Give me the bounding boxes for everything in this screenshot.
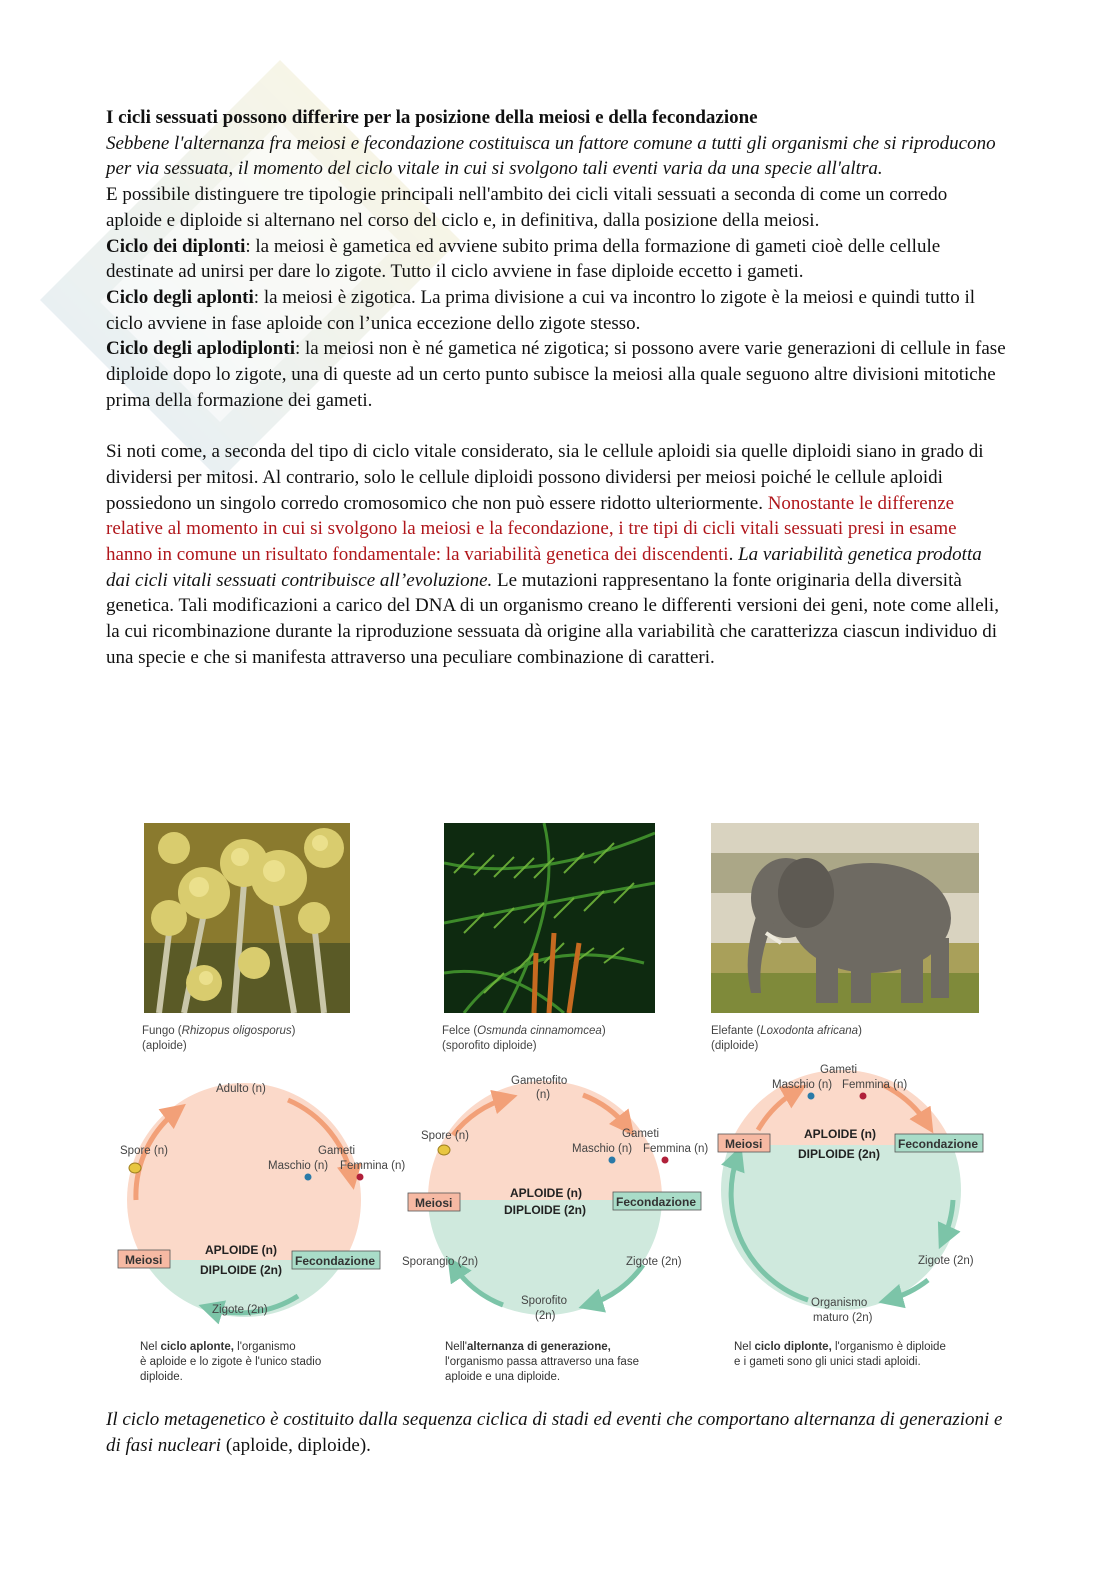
label-aploide-3: APLOIDE (n) (804, 1127, 876, 1141)
variability-paragraph: Si noti come, a seconda del tipo di ciclo vitale considerato, sia le cellule aploidi sia quelle diploidi siano in grado di dividersi per mitosi. Al contrario, solo le cellule diploidi possono dividersi per meiosi poiché le cellule aploidi possiedono un singolo corredo cromosomico che non può essere ridotto ulteriormente. Nonostante le differenze relative al momento in cui si svolgono la meiosi e la fecondazione, i tre tipi di cicli vitali sessuati presi in esame hanno in comune un risultato fondamentale: la variabilità genetica dei discendenti. La variabilità genetica prodotta dai cicli vitali sessuati contribuisce all’evoluzione. Le mutazioni rappresentano la fonte originaria della diversità genetica. Tali modificazioni a carico del DNA di un organismo creano le differenti versioni dei geni, note come alleli, la cui ricombinazione durante la riproduzione sessuata dà origine alla variabilità che caratterizza ciascun individuo di una specie e che si manifesta attraverso una peculiare combinazione di caratteri. (106, 441, 999, 668)
male-gamete-dot-2 (609, 1157, 616, 1164)
label-diploide-3: DIPLOIDE (2n) (798, 1147, 881, 1161)
label-femmina-3: Femmina (n) (842, 1079, 908, 1091)
label-meiosi-2: Meiosi (415, 1196, 453, 1210)
label-maschio: Maschio (n) (268, 1160, 329, 1172)
label-diploide: DIPLOIDE (2n) (200, 1263, 283, 1277)
label-diploide-2: DIPLOIDE (2n) (504, 1203, 587, 1217)
male-gamete-dot-3 (808, 1093, 815, 1100)
label-organismo: Organismo (811, 1297, 868, 1309)
label-gameti: Gameti (318, 1145, 356, 1157)
cycle-aplonte (108, 1060, 405, 1383)
caption-diplonte-line1: Nel ciclo diplonte, l'organismo è diploide (734, 1341, 946, 1353)
photo-elephant (711, 823, 979, 1013)
label-spore-2: Spore (n) (421, 1130, 469, 1142)
female-gamete-dot-3 (860, 1093, 867, 1100)
label-gametofito-n: (n) (536, 1089, 551, 1101)
spore-dot-2 (438, 1145, 450, 1155)
cycle-alternanza (402, 1060, 708, 1383)
label-gameti-3: Gameti (820, 1064, 858, 1076)
label-aploide: APLOIDE (n) (205, 1243, 277, 1257)
caption-alternanza-line1: Nell'alternanza di generazione, (445, 1341, 611, 1353)
photo-fungus (144, 823, 350, 1013)
label-maturo: maturo (2n) (813, 1312, 873, 1324)
main-text (106, 105, 1006, 670)
label-zigote: Zigote (2n) (212, 1304, 268, 1316)
label-femmina: Femmina (n) (340, 1160, 406, 1172)
label-gametofito: Gametofito (511, 1075, 568, 1087)
male-gamete-dot (305, 1174, 312, 1181)
female-gamete-dot-2 (662, 1157, 669, 1164)
label-sporofito-2n: (2n) (535, 1310, 556, 1322)
section-title: I cicli sessuati possono differire per la posizione della meiosi e della fecondazione (106, 107, 758, 128)
photo-fern (444, 823, 655, 1013)
highlight-red-text: Nonostante le differenze relative al momento in cui si svolgono la meiosi e la fecondazione, i tre tipi di cicli vitali sessuati presi in esame hanno in comune un risultato fondamentale: la variabilità genetica dei discendenti (106, 492, 957, 565)
caption-aplonte-line2: è aploide e lo zigote è l'unico stadio (140, 1356, 322, 1368)
label-gameti-2: Gameti (622, 1128, 660, 1140)
life-cycle-diagrams (108, 1060, 988, 1385)
caption-alternanza-line3: aploide e una diploide. (445, 1371, 561, 1383)
label-zigote-2: Zigote (2n) (626, 1256, 682, 1268)
caption-elephant: Elefante (Loxodonta africana) (diploide) (711, 1025, 862, 1052)
label-maschio-2: Maschio (n) (572, 1143, 633, 1155)
intro-paragraph: Sebbene l'alternanza fra meiosi e fecondazione costituisca un fattore comune a tutti gli organismi che si riproducono per via sessuata, il momento del ciclo vitale in cui si svolgono tali eventi varia da una specie all'altra. (106, 132, 996, 180)
label-adulto: Adulto (n) (216, 1083, 266, 1095)
label-spore: Spore (n) (120, 1145, 168, 1157)
caption-aplonte-line3: diploide. (140, 1371, 183, 1383)
types-paragraph: E possibile distinguere tre tipologie principali nell'ambito dei cicli vitali sessuati a seconda di come un corredo aploide e diploide si alternano nel corso del ciclo e, in definitiva, dalla posizione della meiosi. (106, 184, 948, 231)
diplonti-paragraph: Ciclo dei diplonti: la meiosi è gametica ed avviene subito prima della formazione di gameti cioè delle cellule destinate ad unirsi per dare lo zigote. Tutto il ciclo avviene in fase diploide eccetto i gameti. (106, 235, 941, 283)
aplonti-paragraph: Ciclo degli aplonti: la meiosi è zigotica. La prima divisione a cui va incontro lo zigote è la meiosi e quindi tutto il ciclo avviene in fase aploide con l’unica eccezione dello zigote stesso. (106, 286, 976, 334)
label-fecondazione-2: Fecondazione (616, 1195, 697, 1209)
spore-dot (129, 1163, 141, 1173)
label-fecondazione-3: Fecondazione (898, 1137, 979, 1151)
label-sporofito: Sporofito (521, 1295, 568, 1307)
caption-fungus: Fungo (Rhizopus oligosporus) (aploide) (142, 1025, 296, 1052)
label-meiosi: Meiosi (125, 1253, 163, 1267)
label-aploide-2: APLOIDE (n) (510, 1186, 582, 1200)
female-gamete-dot (357, 1174, 364, 1181)
caption-diplonte-line2: e i gameti sono gli unici stadi aploidi. (734, 1356, 921, 1368)
cycle-diplonte (708, 1060, 988, 1368)
label-femmina-2: Femmina (n) (643, 1143, 709, 1155)
aplodiplonti-paragraph: Ciclo degli aplodiplonti: la meiosi non è né gametica né zigotica; si possono avere varie generazioni di cellule in fase diploide dopo lo zigote, una di queste ad un certo punto subisce la meiosi alla quale seguono altre divisioni mitotiche prima della formazione dei gameti. (106, 338, 1006, 411)
label-meiosi-3: Meiosi (725, 1137, 763, 1151)
caption-aplonte-line1: Nel ciclo aplonte, l'organismo (140, 1341, 296, 1353)
caption-fern: Felce (Osmunda cinnamomcea) (sporofito diploide) (442, 1025, 606, 1052)
label-zigote-3: Zigote (2n) (918, 1255, 974, 1267)
label-maschio-3: Maschio (n) (772, 1079, 833, 1091)
label-fecondazione: Fecondazione (295, 1254, 376, 1268)
caption-alternanza-line2: l'organismo passa attraverso una fase (445, 1356, 639, 1368)
label-sporangio: Sporangio (2n) (402, 1256, 479, 1268)
bottom-paragraph: Il ciclo metagenetico è costituito dalla sequenza ciclica di stadi ed eventi che comportano alternanza di generazioni e di fasi nucleari (aploide, diploide). (106, 1409, 1003, 1456)
